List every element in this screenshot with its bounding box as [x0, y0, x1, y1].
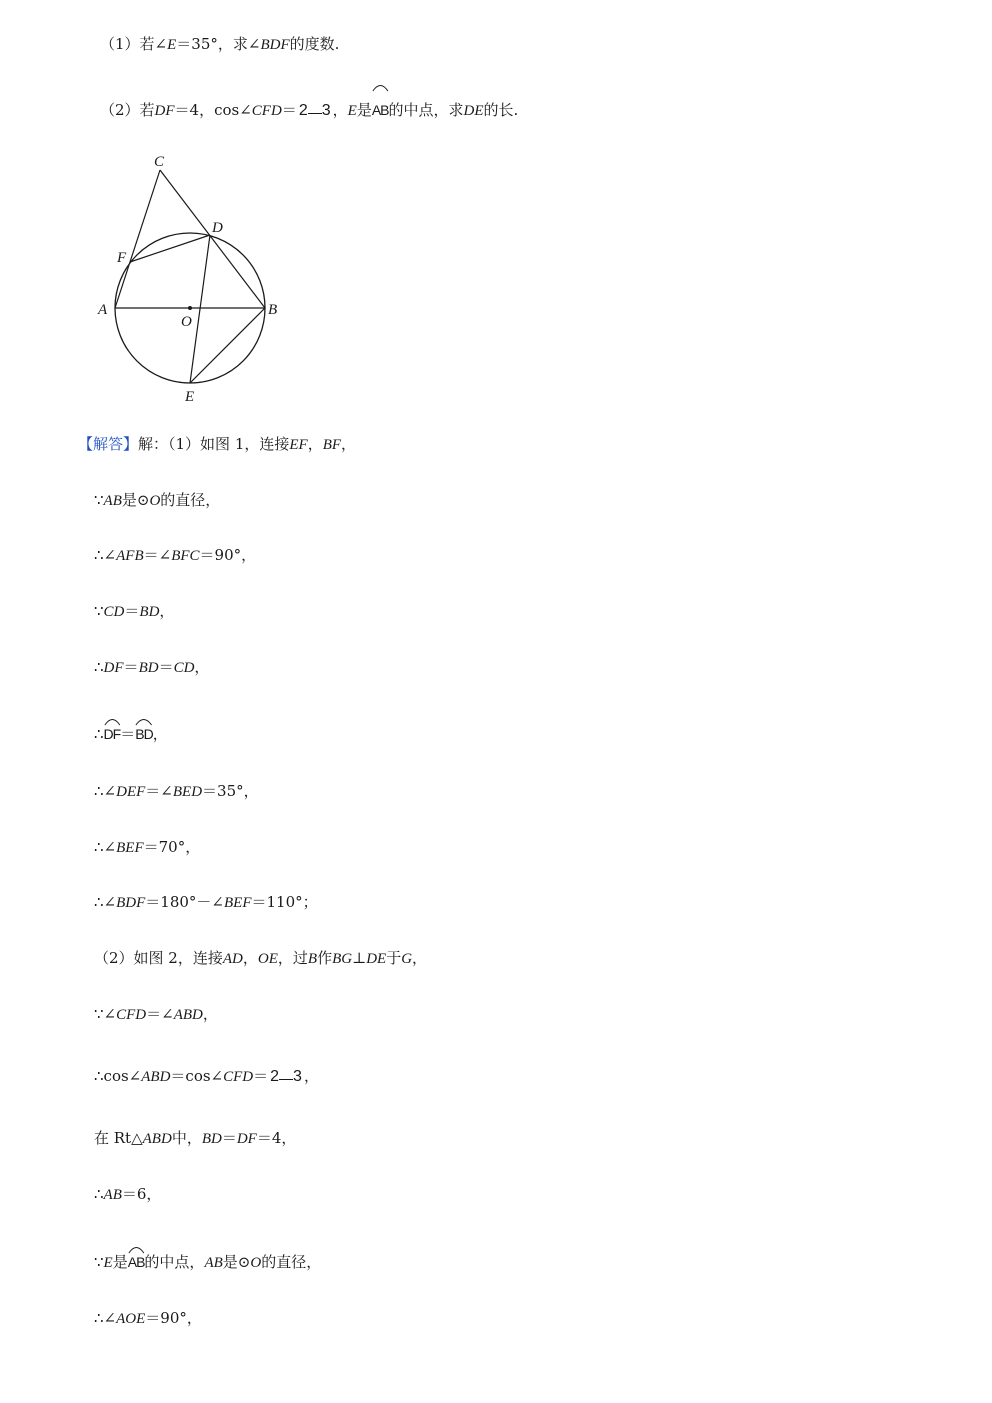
solution-line-7: ∴∠DEF＝∠BED＝35°，: [94, 782, 259, 800]
solution-line-9: ∴∠BDF＝180°－∠BEF＝110°；: [94, 893, 318, 911]
segment-fd: [130, 235, 210, 262]
solution-line-1: 【解答】解：（1）如图 1，连接EF，BF，: [78, 435, 357, 453]
label-f: F: [117, 250, 127, 266]
question-part-2: （2）若DF＝4，cos∠CFD＝ 2 3 ，E是 AB的中点，求DE的长.: [100, 84, 518, 131]
fraction-two-thirds: 2 3: [298, 102, 331, 119]
solution-line-16: ∴∠AOE＝90°，: [94, 1309, 202, 1327]
solution-line-13: 在 Rt△ABD中，BD＝DF＝4，: [94, 1129, 297, 1147]
solution-line-14: ∴AB＝6，: [94, 1185, 162, 1203]
segment-cb: [160, 170, 265, 308]
label-e: E: [185, 389, 195, 405]
geometry-figure: [92, 148, 292, 408]
question-part-1: （1）若∠E＝35°，求∠BDF的度数.: [100, 35, 340, 53]
segment-de: [190, 235, 210, 383]
solution-line-5: ∴DF＝BD＝CD，: [94, 658, 210, 676]
solution-line-8: ∴∠BEF＝70°，: [94, 838, 201, 856]
solution-line-4: ∵CD＝BD，: [94, 602, 175, 620]
arc-ab: AB: [128, 1246, 145, 1272]
segment-ac: [115, 170, 160, 308]
label-d: D: [212, 220, 223, 236]
solution-line-11: ∵∠CFD＝∠ABD，: [94, 1005, 218, 1023]
solution-line-15: ∵E是 AB的中点，AB是⊙O的直径，: [94, 1246, 321, 1273]
arc-bd: BD: [135, 718, 152, 744]
solution-line-3: ∴∠AFB＝∠BFC＝90°，: [94, 546, 257, 564]
center-dot: [188, 306, 192, 310]
solution-line-6: ∴ DF＝ BD，: [94, 718, 168, 744]
solution-header: 【解答】: [78, 435, 139, 453]
arc-df: DF: [104, 718, 121, 744]
label-c: C: [154, 154, 165, 170]
solution-line-10: （2）如图 2，连接AD，OE，过B作BG⊥DE于G，: [94, 949, 428, 967]
solution-line-12: ∴cos∠ABD＝cos∠CFD＝ 2 3 ，: [94, 1067, 319, 1085]
label-o: O: [181, 314, 192, 330]
label-a: A: [98, 302, 108, 318]
segment-eb: [190, 308, 265, 383]
label-b: B: [268, 302, 278, 318]
fraction-two-thirds: 2 3: [270, 1068, 302, 1085]
arc-ab: AB: [372, 84, 389, 130]
solution-line-2: ∵AB是⊙O的直径，: [94, 491, 221, 509]
